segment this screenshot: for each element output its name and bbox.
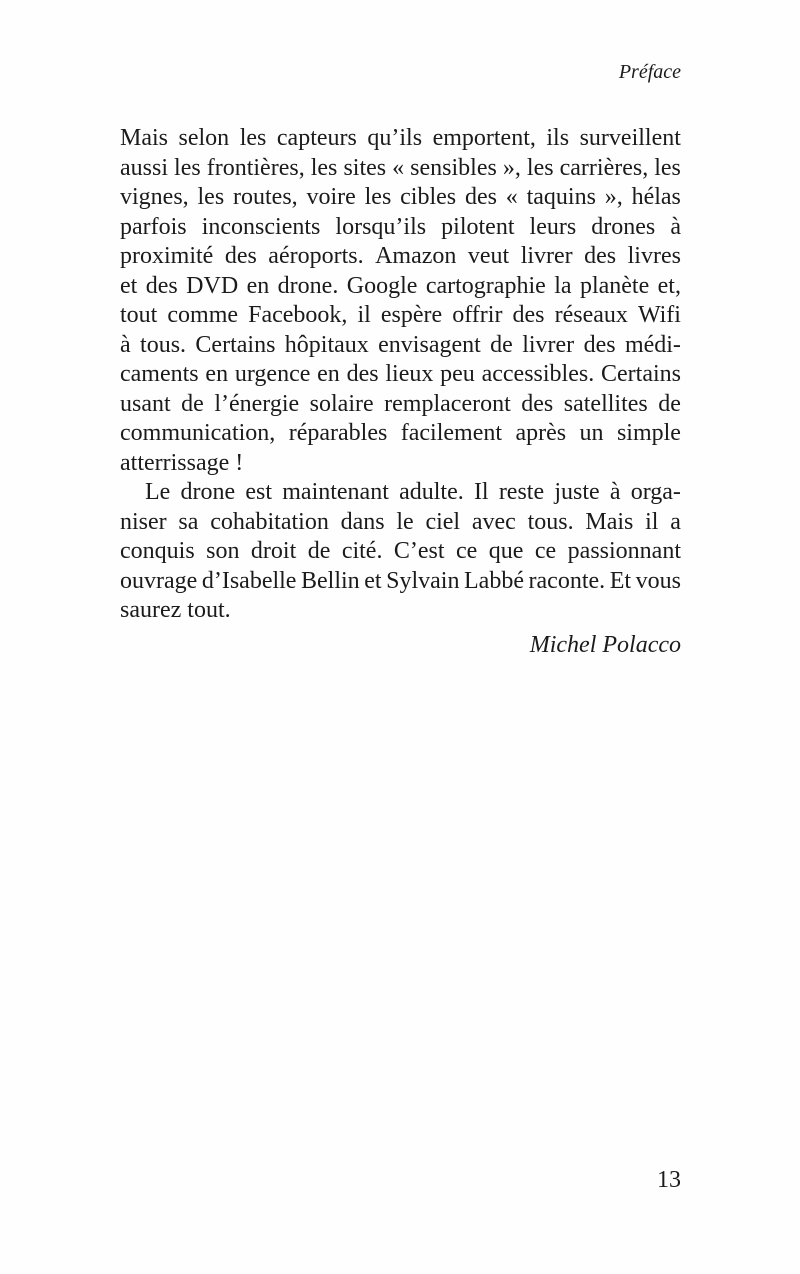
word: capteurs (276, 125, 357, 151)
word: accessibles. (481, 361, 595, 387)
word: parfois (120, 213, 187, 240)
word: avec (471, 508, 516, 535)
word: drones (591, 213, 656, 240)
word: DVD (186, 272, 239, 299)
word: Wifi (637, 302, 681, 328)
text-line (120, 478, 681, 508)
word: les (239, 125, 267, 151)
word: Facebook, (248, 302, 348, 328)
preface-text-block (120, 124, 681, 660)
word: satellites (563, 390, 648, 417)
text-line (120, 331, 681, 361)
word: son (206, 538, 240, 564)
word: lieux (385, 361, 434, 387)
word: », (604, 184, 623, 210)
text-line (120, 272, 681, 302)
word: « (392, 154, 405, 181)
word: voire (306, 184, 356, 210)
word: l’énergie (214, 390, 300, 417)
word: des (224, 243, 257, 269)
word: tous. (140, 331, 187, 358)
word: surveillent (579, 125, 681, 151)
word: aussi (120, 154, 168, 181)
word: que (488, 538, 524, 564)
word: livres (627, 243, 681, 269)
word: et (364, 567, 382, 594)
word: qu’ils (367, 125, 423, 151)
word: facilement (400, 420, 503, 446)
word: comme (167, 302, 239, 328)
word: après (515, 420, 567, 446)
word: des (512, 302, 545, 328)
word: et, (657, 272, 681, 299)
word: caments (120, 361, 199, 387)
word: orga- (630, 479, 681, 505)
word: peu (440, 361, 475, 387)
word: », (502, 154, 521, 181)
word: Amazon (375, 243, 457, 269)
word: Il (473, 479, 489, 505)
word: simple (616, 420, 681, 446)
word: aéroports. (268, 243, 364, 269)
text-line: saurez tout. (120, 597, 231, 623)
word: tout (120, 302, 158, 328)
word: cibles (400, 184, 457, 210)
word: cité. (341, 538, 383, 564)
word: Certains (195, 331, 276, 358)
text-line (120, 419, 681, 449)
word: les (364, 184, 392, 210)
word: urgence (234, 361, 311, 387)
word: livrer (520, 243, 573, 269)
word: un (579, 420, 604, 446)
word: planète (579, 272, 650, 299)
word: inconscients (201, 213, 321, 240)
paragraph-2 (120, 478, 681, 626)
word: est (245, 479, 273, 505)
word: ciel (425, 508, 461, 535)
word: proximité (120, 243, 214, 269)
word: offrir (452, 302, 503, 328)
word: ils (546, 125, 570, 151)
word: maintenant (282, 479, 389, 505)
word: espère (380, 302, 443, 328)
text-line (120, 213, 681, 243)
word: il (357, 302, 371, 328)
text-line (120, 242, 681, 272)
word: Le (145, 479, 171, 505)
word: leurs (529, 213, 577, 240)
word: lorsqu’ils (335, 213, 427, 240)
text-line (120, 390, 681, 420)
word: emportent, (432, 125, 536, 151)
running-header: Préface (618, 61, 681, 83)
page-number: 13 (657, 1167, 681, 1193)
text-line (120, 537, 681, 567)
author-signature: Michel Polacco (529, 631, 681, 658)
word: remplaceront (384, 390, 511, 417)
word: des (583, 331, 616, 358)
word: juste (554, 479, 600, 505)
word: drone (180, 479, 236, 505)
word: de (490, 331, 513, 358)
word: niser (120, 508, 167, 535)
word: en (205, 361, 229, 387)
word: et (120, 272, 138, 299)
word: Google (346, 272, 418, 299)
word: usant (120, 390, 171, 417)
word: de (307, 538, 331, 564)
word: taquins (526, 184, 596, 210)
word: dans (340, 508, 385, 535)
word: à (609, 479, 621, 505)
word: raconte. (528, 567, 606, 594)
word: sites (343, 154, 387, 181)
word: Bellin (301, 567, 360, 594)
word: d’Isabelle (201, 567, 297, 594)
text-line (120, 567, 681, 597)
word: à (120, 331, 131, 358)
word: Labbé (464, 567, 524, 594)
word: les (526, 154, 554, 181)
text-line: atterrissage ! (120, 449, 244, 476)
word: ce (534, 538, 557, 564)
word: passionnant (567, 538, 681, 564)
word: C’est (393, 538, 445, 564)
word: des (145, 272, 178, 299)
word: routes, (233, 184, 298, 210)
word: le (396, 508, 414, 535)
text-line (120, 124, 681, 154)
word: de (658, 390, 681, 417)
word: les (654, 154, 681, 181)
word: en (317, 361, 340, 387)
word: les (197, 184, 225, 210)
word: a (670, 508, 681, 535)
word: sensibles (410, 154, 497, 181)
word: veut (467, 243, 510, 269)
word: cohabitation (210, 508, 329, 535)
text-line (120, 508, 681, 538)
word: livrer (522, 331, 575, 358)
word: des (521, 390, 554, 417)
word: il (645, 508, 659, 535)
word: selon (178, 125, 230, 151)
word: la (554, 272, 572, 299)
word: hélas (631, 184, 681, 210)
word: à (670, 213, 681, 240)
word: en (246, 272, 270, 299)
text-line (120, 154, 681, 184)
word: Sylvain (386, 567, 460, 594)
word: ce (456, 538, 478, 564)
word: Mais (585, 508, 634, 535)
word: adulte. (399, 479, 464, 505)
word: des (464, 184, 497, 210)
word: drone. (277, 272, 339, 299)
word: « (505, 184, 518, 210)
word: pilotent (441, 213, 515, 240)
word: droit (250, 538, 297, 564)
word: hôpitaux (284, 331, 369, 358)
paragraph-1 (120, 124, 681, 478)
word: reste (498, 479, 545, 505)
word: vignes, (120, 184, 189, 210)
text-line (120, 183, 681, 213)
word: les (174, 154, 201, 181)
word: les (310, 154, 338, 181)
word: tous. (527, 508, 574, 535)
word: réparables (288, 420, 388, 446)
word: Et (609, 567, 632, 594)
word: envisagent (378, 331, 481, 358)
word: ouvrage (120, 567, 198, 594)
word: des (346, 361, 379, 387)
word: carrières, (559, 154, 649, 181)
word: Certains (601, 361, 681, 387)
word: réseaux (554, 302, 628, 328)
word: de (181, 390, 204, 417)
word: sa (178, 508, 199, 535)
word: communication, (120, 420, 276, 446)
text-line (120, 301, 681, 331)
word: solaire (309, 390, 374, 417)
word: des (584, 243, 617, 269)
word: vous (635, 567, 681, 594)
word: cartographie (425, 272, 546, 299)
word: frontières, (206, 154, 305, 181)
word: médi- (624, 331, 681, 358)
text-line (120, 360, 681, 390)
word: conquis (120, 538, 195, 564)
word: Mais (120, 125, 168, 151)
